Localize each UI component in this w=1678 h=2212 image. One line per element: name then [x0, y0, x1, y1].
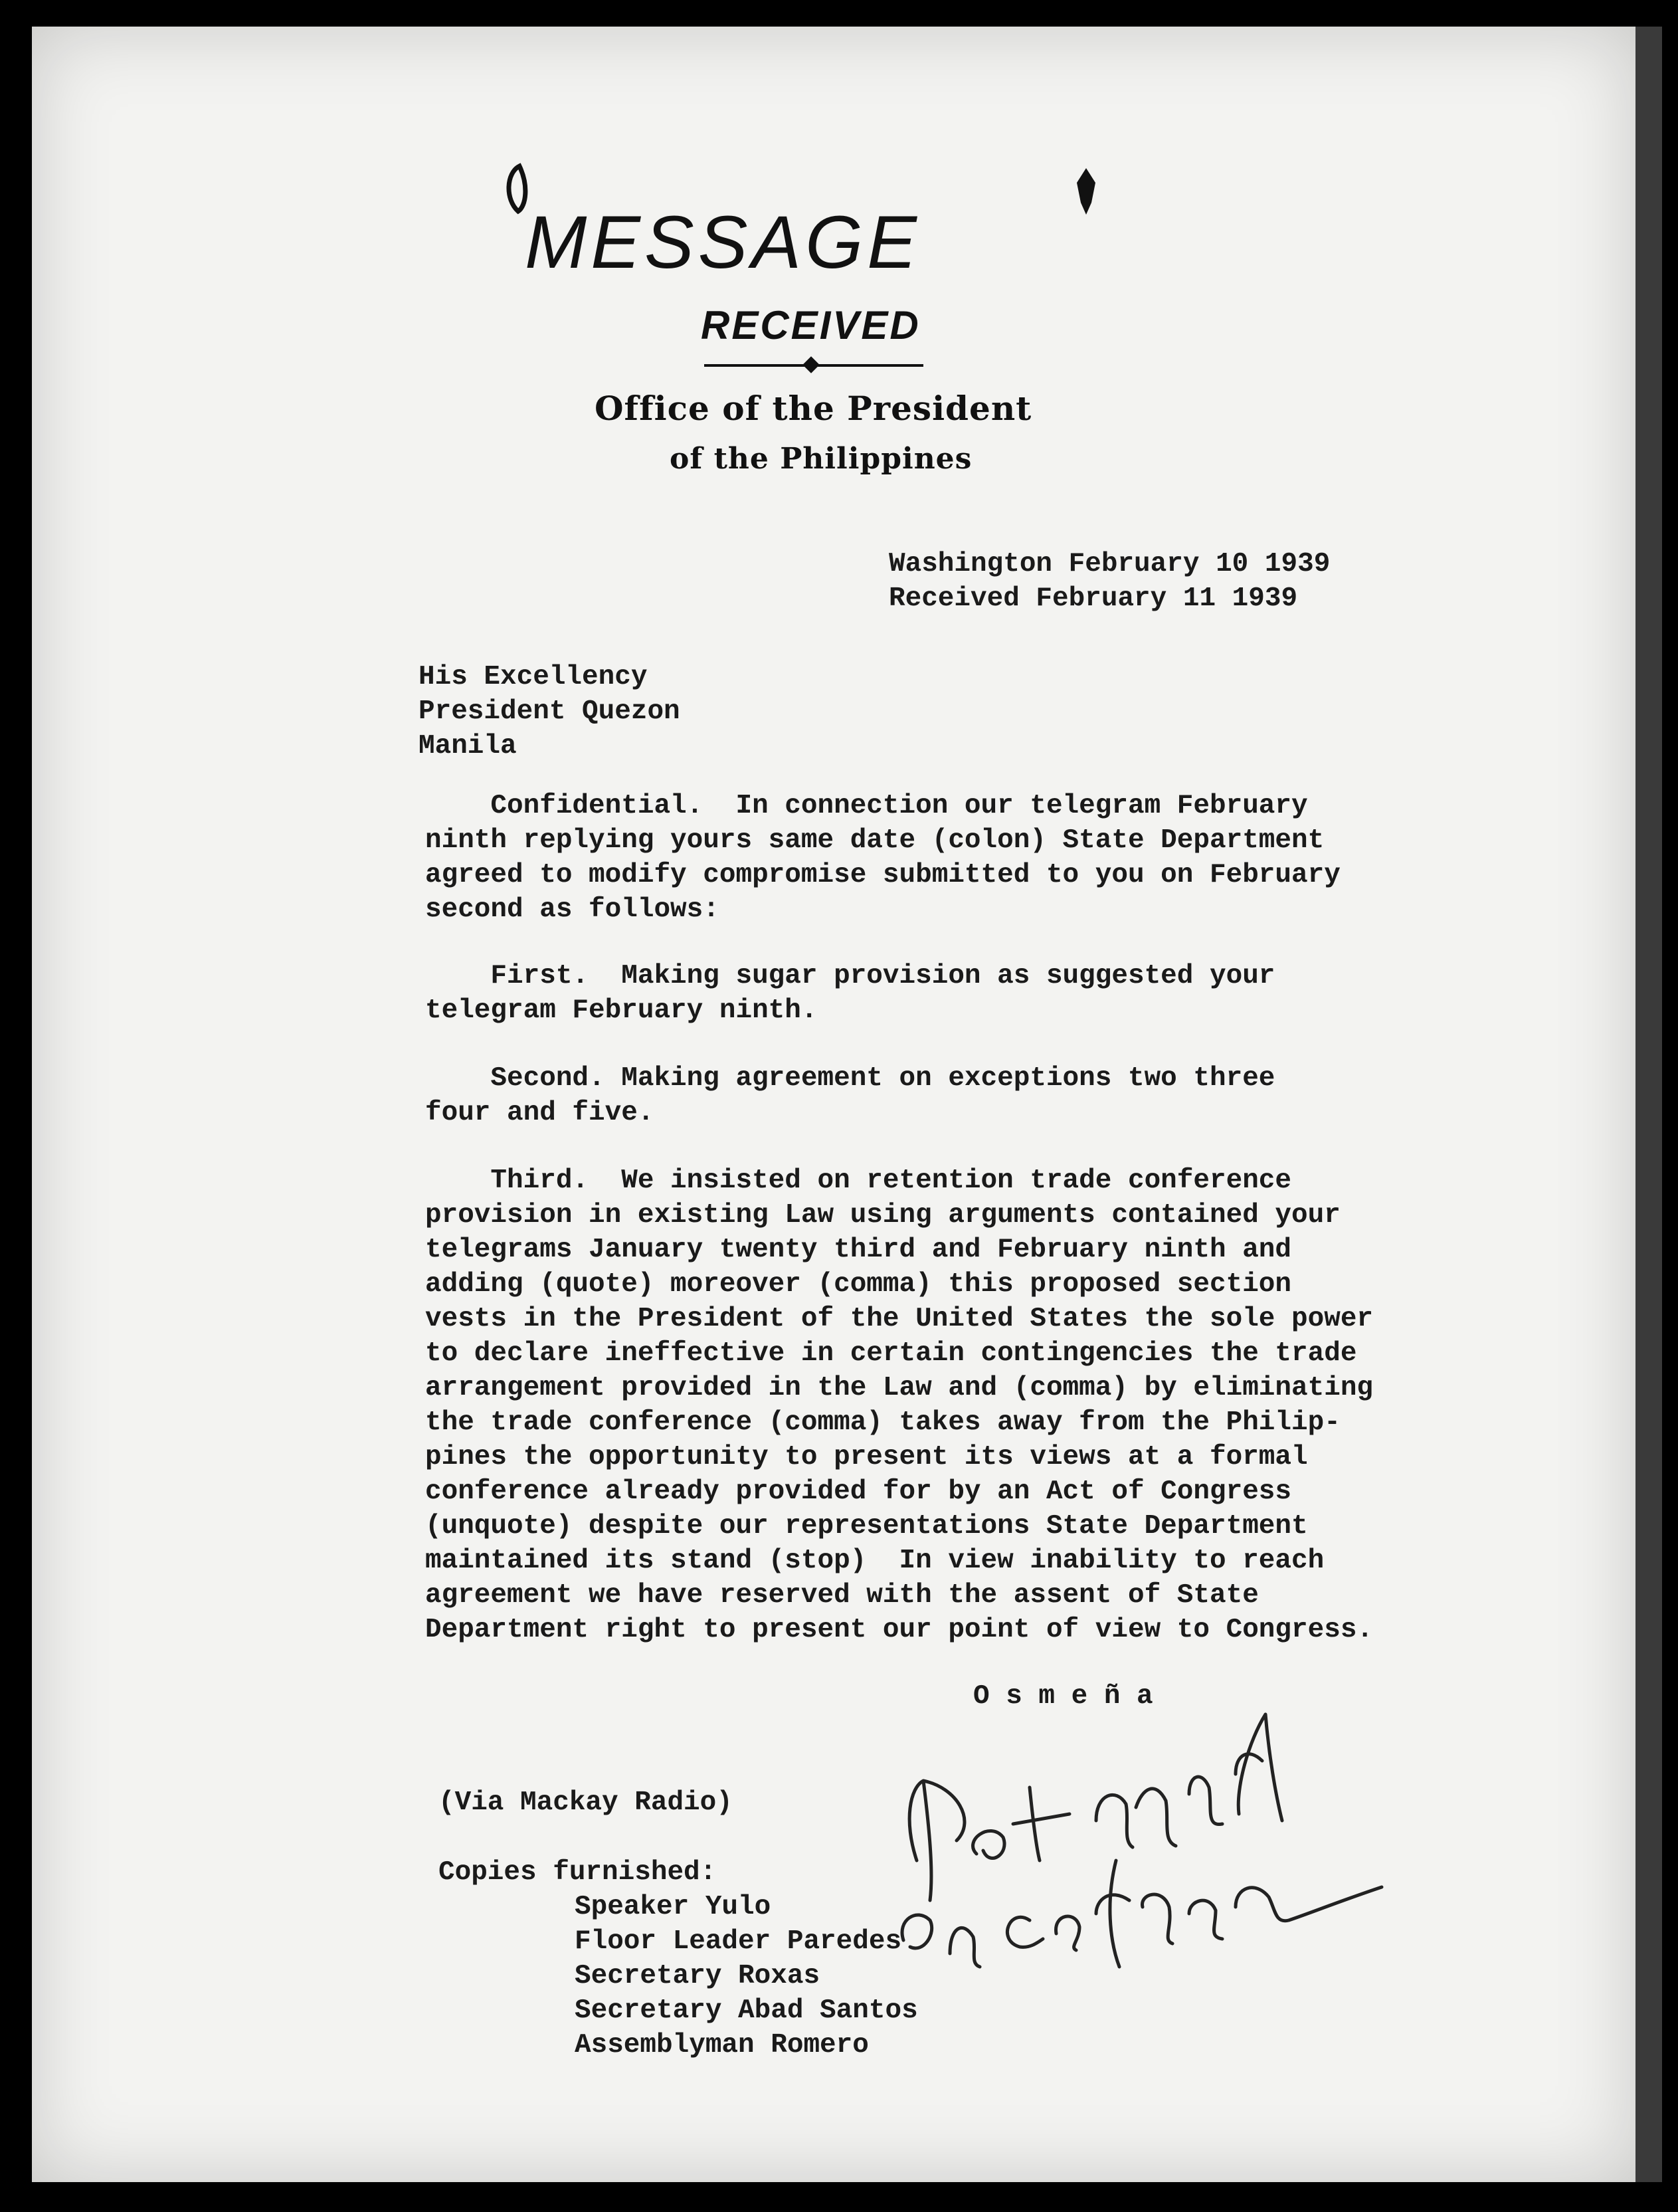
via-line: (Via Mackay Radio) [438, 1787, 733, 1818]
dateline-received: Received February 11 1939 [889, 583, 1298, 614]
body-line: agreement we have reserved with the assent of State [425, 1580, 1259, 1611]
letterhead-country: of the Philippines [670, 442, 973, 476]
letterhead-subtitle: RECEIVED [701, 303, 921, 348]
body-line: ninth replying yours same date (colon) State Department [425, 825, 1325, 856]
body-line: (unquote) despite our representations State Department [425, 1511, 1308, 1542]
body-line: arrangement provided in the Law and (comma) by eliminating [425, 1373, 1374, 1403]
signature: O s m e ñ a [973, 1681, 1153, 1712]
body-line: maintained its stand (stop) In view inability to reach [425, 1546, 1325, 1576]
body-line: Second. Making agreement on exceptions two three [425, 1063, 1275, 1094]
body-line: adding (quote) moreover (comma) this proposed section [425, 1269, 1292, 1300]
copies-recipient: Secretary Abad Santos [575, 1995, 918, 2026]
body-line: provision in existing Law using arguments contained your [425, 1200, 1341, 1231]
body-line: to declare ineffective in certain contingencies the trade [425, 1338, 1357, 1369]
copies-recipient: Speaker Yulo [575, 1892, 771, 1922]
letterhead-office: Office of the President [595, 389, 1032, 428]
body-line: Third. We insisted on retention trade conference [425, 1165, 1292, 1196]
body-line: Confidential. In connection our telegram February [425, 791, 1308, 821]
body-line: the trade conference (comma) takes away from the Philip- [425, 1407, 1341, 1438]
header-ornament-right-icon [1066, 163, 1106, 223]
copies-label: Copies furnished: [438, 1857, 717, 1888]
body-line: agreed to modify compromise submitted to you on February [425, 860, 1341, 890]
body-line: telegram February ninth. [425, 995, 818, 1026]
body-line: conference already provided for by an Act of Congress [425, 1476, 1292, 1507]
handwritten-note [877, 1688, 1408, 1993]
body-line: First. Making sugar provision as suggested your [425, 961, 1275, 991]
copies-recipient: Floor Leader Paredes [575, 1926, 902, 1957]
copies-recipient: Assemblyman Romero [575, 2030, 869, 2061]
body-line: telegrams January twenty third and February ninth and [425, 1235, 1292, 1265]
letterhead-title: MESSAGE [525, 201, 921, 284]
body-line: four and five. [425, 1098, 654, 1128]
body-line: Department right to present our point of view to Congress. [425, 1615, 1374, 1645]
dateline-sent: Washington February 10 1939 [889, 549, 1331, 579]
body-line: vests in the President of the United States the sole power [425, 1304, 1374, 1334]
body-line: pines the opportunity to present its views at a formal [425, 1442, 1308, 1472]
addressee-line: Manila [419, 731, 517, 761]
body-line: second as follows: [425, 894, 719, 925]
copies-recipient: Secretary Roxas [575, 1961, 820, 1991]
addressee-line: President Quezon [419, 696, 680, 727]
page-edge-shadow [1635, 27, 1662, 2182]
addressee-line: His Excellency [419, 662, 648, 692]
